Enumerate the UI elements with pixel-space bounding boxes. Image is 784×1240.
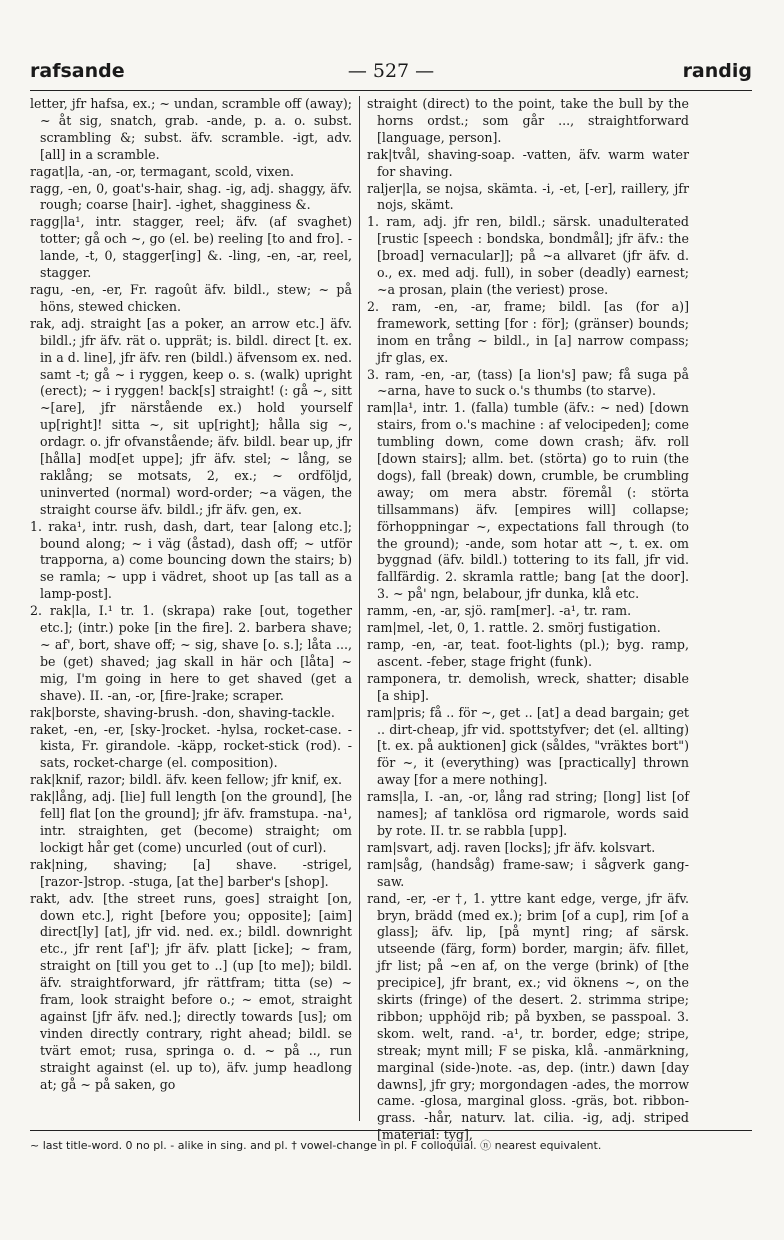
entry: ragat|la, -an, -or, termagant, scold, vixen.	[30, 163, 295, 179]
entry: ram|såg, (handsåg) frame-saw; i sågverk gang-saw.	[367, 856, 689, 889]
entry: ram|mel, -let, 0, 1. rattle. 2. smörj fustigation.	[367, 620, 661, 636]
left-column	[30, 96, 352, 1093]
entry: ram|pris; få .. för ~, get .. [at] a dead bargain; get .. dirt-cheap, jfr vid. spottstyfver; det (el. allting) [t. ex. på auktionen] gick (såldes, "vräktes bort") för ~, it (everything) was [practically] thrown away [for a mere nothing].	[367, 704, 689, 788]
entry: ragg, -en, 0, goat's-hair, shag. -ig, adj. shaggy, äfv. rough; coarse [hair]. -ighet, shagginess &.	[30, 180, 352, 213]
entry: straight (direct) to the point, take the bull by the horns ordst.; som går ..., straightforward [language, person].	[367, 96, 689, 145]
entry: ragg|la¹, intr. stagger, reel; äfv. (af svaghet) totter; gå och ~, go (el. be) reeling [to and fro]. -lande, -t, 0, stagger[ing] &. -ling, -en, -ar, reel, stagger.	[30, 214, 352, 281]
entry: 1. ram, adj. jfr ren, bildl.; särsk. unadulterated [rustic [speech : bondska, bondmål]; jfr äfv.: the [broad] vernacular]]; på ~a allvaret (jfr äfv. d. o., ex. med adj. full), in sober (deadly) earnest; ~a prosan, plain (the veriest) prose.	[367, 214, 689, 297]
entry: ramm, -en, -ar, sjö. ram[mer]. -a¹, tr. ram.	[367, 603, 632, 619]
right-guide-word: randig	[682, 60, 752, 82]
entry: 1. raka¹, intr. rush, dash, dart, tear [along etc.]; bound along; ~ i väg (åstad), dash off; ~ utför trapporna, a) come bouncing down the stairs; b) se ramla; ~ upp i vädret, shoot up [as tall as a lamp-post].	[30, 518, 352, 602]
entry: rak|knif, razor; bildl. äfv. keen fellow; jfr knif, ex.	[30, 772, 342, 788]
entry: ragu, -en, -er, Fr. ragoût äfv. bildl., stew; ~ på höns, stewed chicken.	[30, 281, 352, 314]
entry: raket, -en, -er, [sky-]rocket. -hylsa, rocket-case. -kista, Fr. girandole. -käpp, rocket-stick (rod). -sats, rocket-charge (el. composition).	[30, 721, 352, 771]
entry: ramponera, tr. demolish, wreck, shatter; disable [a ship].	[367, 670, 689, 703]
entry: 2. ram, -en, -ar, frame; bildl. [as (for a)] framework, setting [for : för]; (gränser) bounds; inom en trång ~ bildl., in [a] narrow compass; jfr glas, ex.	[367, 298, 689, 365]
header-rule	[30, 90, 752, 91]
entry: 2. rak|la, I.¹ tr. 1. (skrapa) rake [out, together etc.]; (intr.) poke [in the fire]. 2. barbera shave; ~ af', bort, shave off; ~ sig, shave [o. s.]; låta ..., be (get) shaved; jag skall in här och [låta] ~ mig, I'm going in here to get shaved (get a shave). II. -an, -or, [fire-]rake; scraper.	[30, 603, 352, 703]
entry: rak|ning, shaving; [a] shave. -strigel, [razor-]strop. -stuga, [at the] barber's [shop].	[30, 856, 352, 889]
entry: rak|lång, adj. [lie] full length [on the ground], [he fell] flat [on the ground]; jfr äfv. framstupa. -na¹, intr. straighten, get (become) straight; om lockigt hår get (come) uncurled (out of curl).	[30, 789, 352, 855]
right-column	[367, 96, 689, 1144]
column-divider	[359, 96, 360, 1121]
entry: 3. ram, -en, -ar, (tass) [a lion's] paw; få suga på ~arna, have to suck o.'s thumbs (to starve).	[367, 366, 689, 399]
entry: letter, jfr hafsa, ex.; ~ undan, scramble off (away); ~ åt sig, snatch, grab. -ande, p. a. o. subst. scrambling &; subst. äfv. scramble. -igt, adv. [all] in a scramble.	[30, 96, 352, 162]
left-guide-word: rafsande	[30, 60, 125, 82]
entry: raljer|la, se nojsa, skämta. -i, -et, [-er], raillery, jfr nojs, skämt.	[367, 180, 689, 213]
page-number: — 527 —	[347, 60, 435, 82]
entry: rak|tvål, shaving-soap. -vatten, äfv. warm water for shaving.	[367, 146, 689, 179]
entry: rak, adj. straight [as a poker, an arrow etc.] äfv. bildl.; jfr äfv. rät o. upprät; is. bildl. direct [t. ex. in a d. line], jfr äfv. ren (bildl.) äfvensom ex. ned. samt -t; gå ~ i ryggen, keep o. s. (walk) upright (erect); ~ i ryggen! back[s] straight! (: gå ~, sitt ~[are], jfr närstående ex.) hold yourself up[right]! sitta ~, sit up[right]; hålla sig ~, ordagr. o. jfr ofvanstående; äfv. bildl. bear up, jfr [hålla] mod[et uppe]; jfr äfv. stel; ~ lång, se raklång; se motsats, 2, ex.; ~ ordföljd, uninverted (normal) word-order; ~a vägen, the straight course äfv. bildl.; jfr äfv. gen, ex.	[30, 315, 352, 517]
footer-rule	[30, 1130, 752, 1131]
entry: rak|borste, shaving-brush. -don, shaving-tackle.	[30, 704, 335, 720]
entry: rams|la, I. -an, -or, lång rad string; [long] list [of names]; af tanklösa ord rigmarole, words said by rote. II. tr. se rabbla [upp].	[367, 789, 689, 838]
entry: ram|la¹, intr. 1. (falla) tumble (äfv.: ~ ned) [down stairs, from o.'s machine : af velocipeden]; come tumbling down, come down crash; äfv. roll [down stairs]; allm. bet. (störta) go to ruin (the dogs), fall (break) down, crumble, be crumbling away; om mera abstr. föremål (: störta tillsammans) äfv. [empires will] collapse; förhoppningar ~, expectations fall through (to the ground); -ande, som hotar att ~, t. ex. om byggnad (äfv. bildl.) tottering to its fall, jfr vid. fallfärdig. 2. skramla rattle; bang [at the door]. 3. ~ på' ngn, belabour, jfr dunka, klå etc.	[367, 400, 689, 602]
page-header	[30, 60, 752, 86]
abbreviation-key: ~ last title-word. 0 no pl. - alike in sing. and pl. † vowel-change in pl. F colloquial. ⓝ nearest equivalent.	[30, 1139, 602, 1152]
entry: rand, -er, -er †, 1. yttre kant edge, verge, jfr äfv. bryn, brädd (med ex.); brim [of a cup], rim [of a glass]; äfv. lip, [på mynt] ring; af särsk. utseende (färg, form) border, margin; äfv. fillet, jfr list; på ~en af, on the verge (brink) of [the precipice], jfr brant, ex.; vid öknens ~, on the skirts (fringe) of the desert. 2. strimma stripe; ribbon; upphöjd rib; på byxben, se passpoal. 3. skom. welt, rand. -a¹, tr. border, edge; stripe, streak; mynt mill; F se piska, klå. -anmärkning, marginal (side-)note. -as, dep. (intr.) dawn [day dawns], jfr gry; morgondagen -ades, the morrow came. -glosa, marginal gloss. -gräs, bot. ribbon-grass. -hår, naturv. lat. cilia. -ig, adj. striped [material: tyg],	[367, 890, 689, 1143]
entry: rakt, adv. [the street runs, goes] straight [on, down etc.], right [before you; opposite]; [aim] direct[ly] [at], jfr vid. ned. ex.; bildl. downright etc., jfr rent [af']; jfr äfv. platt [icke]; ~ fram, straight on [till you get to ..] (up [to me]); bildl. äfv. straightforward, jfr rättfram; titta (se) ~ fram, look straight before o.; ~ emot, straight against [jfr äfv. ned.]; directly towards [us]; om vinden directly contrary, right ahead; bildl. se tvärt emot; rusa, springa o. d. ~ på .., run straight against (el. up to), äfv. jump headlong at; gå ~ på saken, go	[30, 890, 352, 1092]
entry: ram|svart, adj. raven [locks]; jfr äfv. kolsvart.	[367, 839, 656, 855]
entry: ramp, -en, -ar, teat. foot-lights (pl.); byg. ramp, ascent. -feber, stage fright (funk).	[367, 637, 689, 669]
